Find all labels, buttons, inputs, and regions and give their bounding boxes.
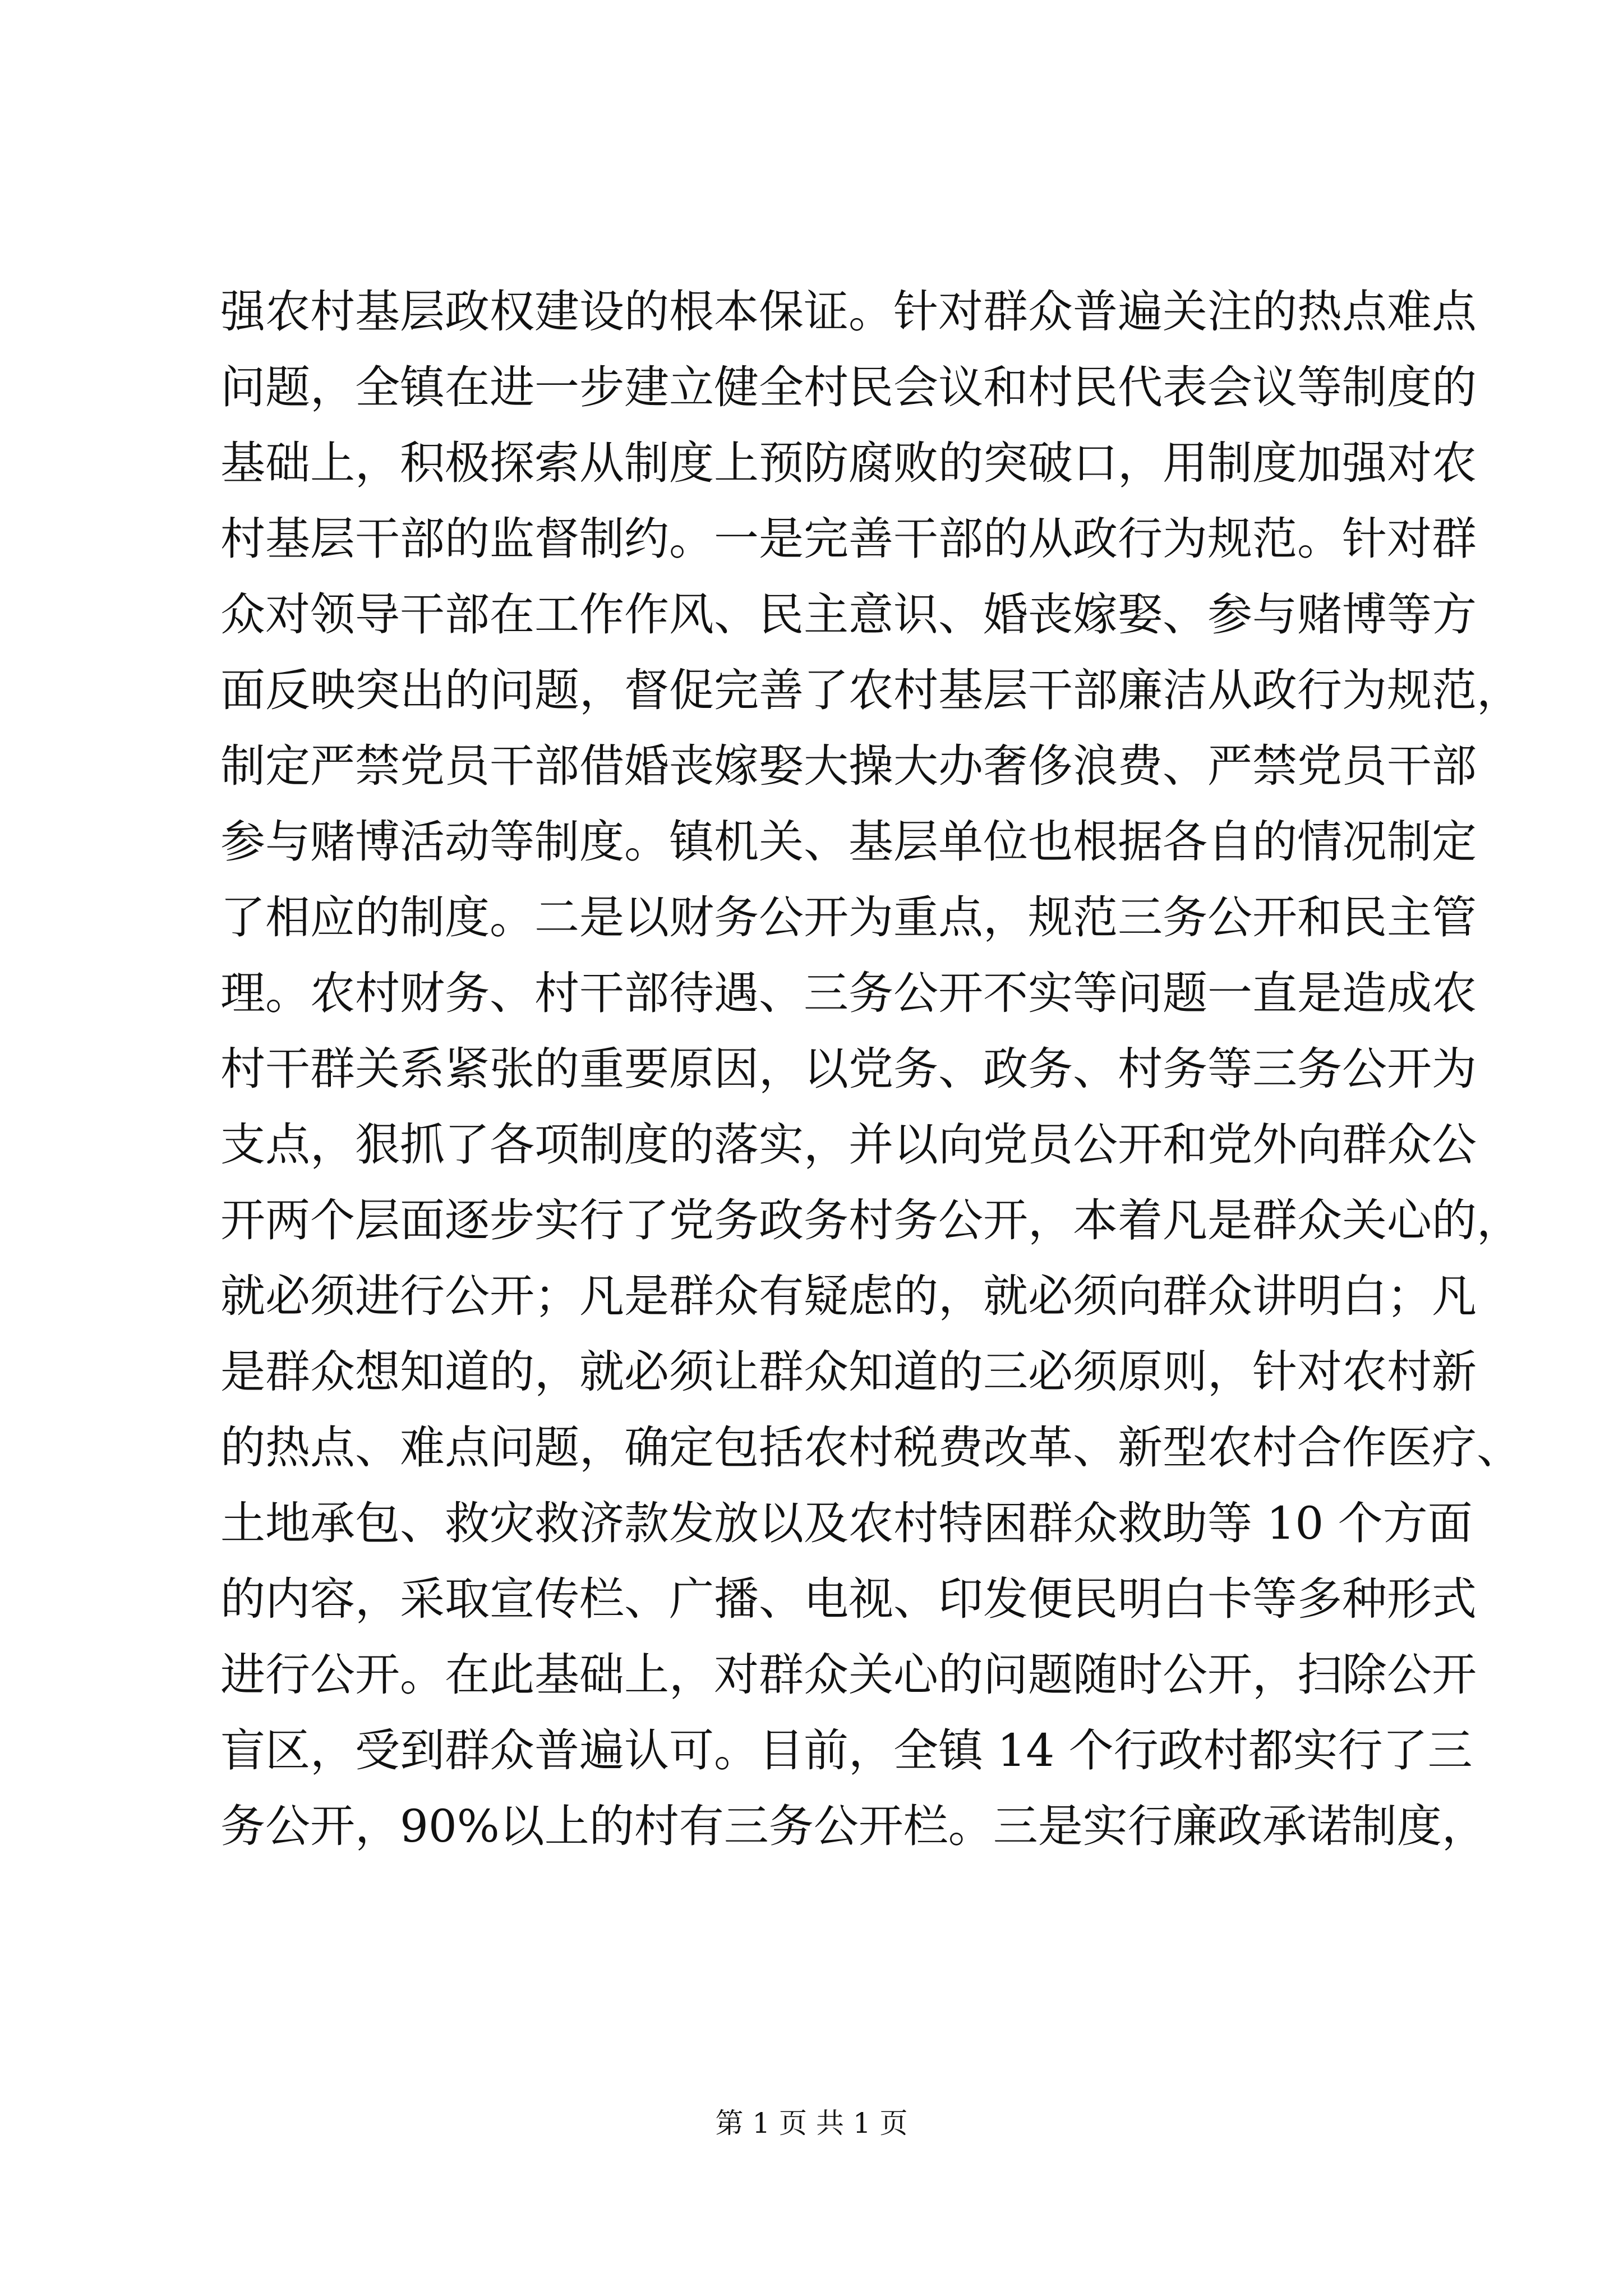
text-line: 村基层干部的监督制约。一是完善干部的从政行为规范。针对群: [220, 513, 1477, 565]
text-line: 支点，狠抓了各项制度的落实，并以向党员公开和党外向群众公: [220, 1119, 1477, 1171]
text-line: 基础上，积极探索从制度上预防腐败的突破口，用制度加强对农: [220, 437, 1477, 489]
text-line: 强农村基层政权建设的根本保证。针对群众普遍关注的热点难点: [220, 286, 1477, 338]
text-line: 制定严禁党员干部借婚丧嫁娶大操大办奢侈浪费、严禁党员干部: [220, 740, 1477, 792]
text-line: 进行公开。在此基础上，对群众关心的问题随时公开，扫除公开: [220, 1649, 1477, 1701]
text-line: 了相应的制度。二是以财务公开为重点，规范三务公开和民主管: [220, 891, 1477, 944]
body-text: [220, 274, 1521, 1864]
text-line: 开两个层面逐步实行了党务政务村务公开，本着凡是群众关心的，: [220, 1194, 1521, 1246]
text-line: 是群众想知道的，就必须让群众知道的三必须原则，针对农村新: [220, 1346, 1477, 1398]
text-line: 众对领导干部在工作作风、民主意识、婚丧嫁娶、参与赌博等方: [220, 588, 1477, 641]
text-line: 面反映突出的问题，督促完善了农村基层干部廉洁从政行为规范，: [220, 664, 1521, 716]
text-line: 问题，全镇在进一步建立健全村民会议和村民代表会议等制度的: [220, 361, 1477, 413]
text-line: 村干群关系紧张的重要原因，以党务、政务、村务等三务公开为: [220, 1043, 1477, 1095]
page-footer: 第 1 页 共 1 页: [715, 2107, 908, 2139]
text-line: 盲区，受到群众普遍认可。目前，全镇 14 个行政村都实行了三: [220, 1724, 1473, 1777]
text-line: 务公开，90%以上的村有三务公开栏。三是实行廉政承诺制度，: [220, 1800, 1487, 1852]
text-line: 参与赌博活动等制度。镇机关、基层单位也根据各自的情况制定: [220, 816, 1477, 868]
text-line: 就必须进行公开；凡是群众有疑虑的，就必须向群众讲明白；凡: [220, 1270, 1477, 1322]
text-line: 土地承包、救灾救济款发放以及农村特困群众救助等 10 个方面: [220, 1497, 1473, 1549]
text-line: 的热点、难点问题，确定包括农村税费改革、新型农村合作医疗、: [220, 1421, 1521, 1474]
text-line: 的内容，采取宣传栏、广播、电视、印发便民明白卡等多种形式: [220, 1573, 1477, 1625]
text-line: 理。农村财务、村干部待遇、三务公开不实等问题一直是造成农: [220, 967, 1477, 1019]
